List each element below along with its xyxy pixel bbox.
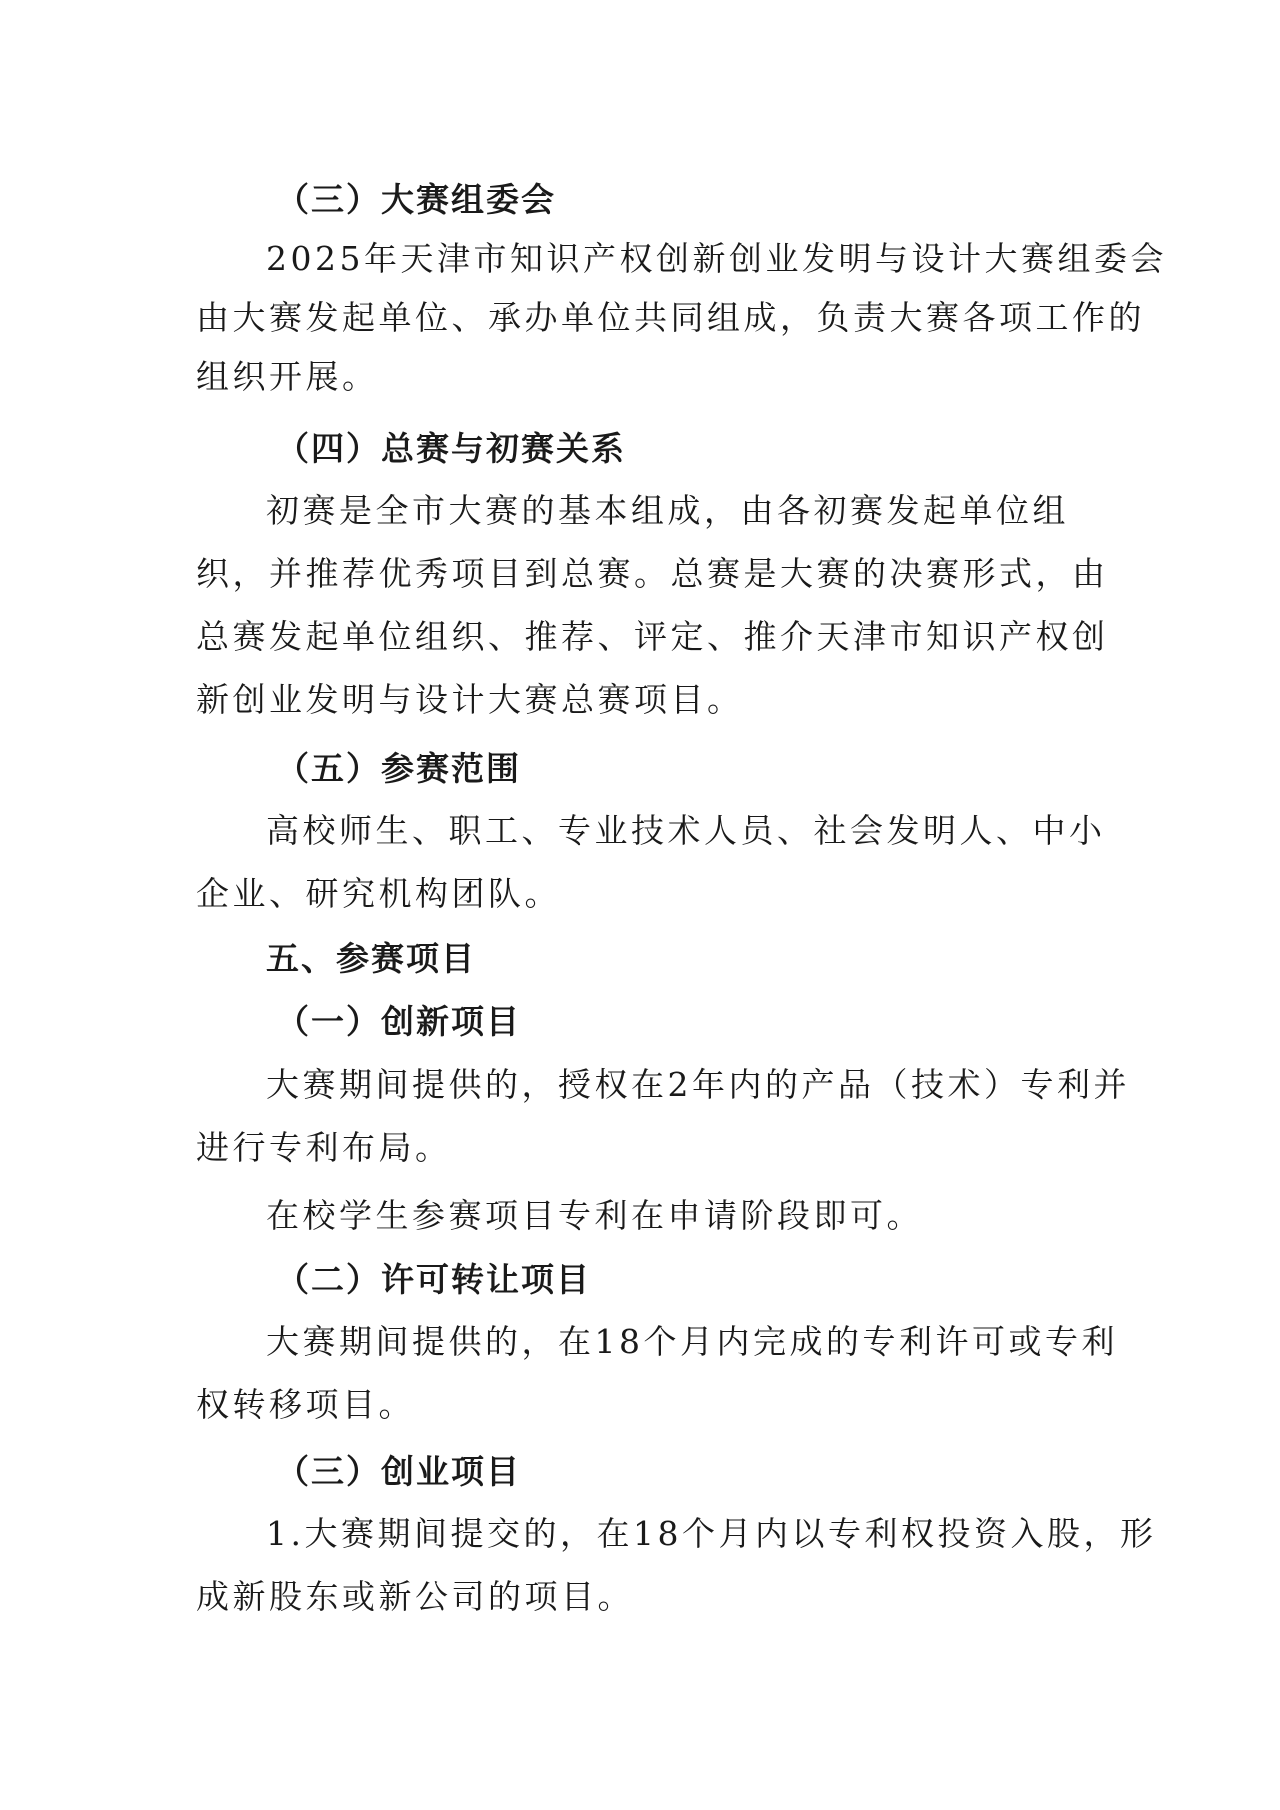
paragraph-line: 由大赛发起单位、承办单位共同组成，负责大赛各项工作的 xyxy=(196,298,1145,337)
paragraph-line: 在校学生参赛项目专利在申请阶段即可。 xyxy=(266,1196,923,1235)
subheading-innovation: （一）创新项目 xyxy=(276,1002,521,1041)
paragraph-line: 总赛发起单位组织、推荐、评定、推介天津市知识产权创 xyxy=(196,617,1109,656)
paragraph-line: 织，并推荐优秀项目到总赛。总赛是大赛的决赛形式，由 xyxy=(196,554,1109,593)
paragraph-line: 初赛是全市大赛的基本组成，由各初赛发起单位组 xyxy=(266,491,1069,530)
subheading-scope: （五）参赛范围 xyxy=(276,749,521,788)
subheading-entrepreneurship: （三）创业项目 xyxy=(276,1452,521,1491)
subheading-final-and-preliminary: （四）总赛与初赛关系 xyxy=(276,429,626,468)
paragraph-line: 成新股东或新公司的项目。 xyxy=(196,1577,634,1616)
paragraph-line: 1.大赛期间提交的，在18个月内以专利权投资入股，形 xyxy=(266,1514,1157,1553)
paragraph-line: 2025年天津市知识产权创新创业发明与设计大赛组委会 xyxy=(266,239,1167,278)
paragraph-line: 权转移项目。 xyxy=(196,1385,415,1424)
paragraph-line: 组织开展。 xyxy=(196,357,379,396)
subheading-licensing: （二）许可转让项目 xyxy=(276,1260,591,1299)
paragraph-line: 企业、研究机构团队。 xyxy=(196,874,561,913)
paragraph-line: 大赛期间提供的，在18个月内完成的专利许可或专利 xyxy=(266,1322,1118,1361)
paragraph-line: 新创业发明与设计大赛总赛项目。 xyxy=(196,680,744,719)
paragraph-line: 进行专利布局。 xyxy=(196,1128,452,1167)
subheading-organizing-committee: （三）大赛组委会 xyxy=(276,180,556,219)
paragraph-line: 大赛期间提供的，授权在2年内的产品（技术）专利并 xyxy=(266,1065,1130,1104)
paragraph-line: 高校师生、职工、专业技术人员、社会发明人、中小 xyxy=(266,811,1106,850)
section-heading-projects: 五、参赛项目 xyxy=(266,939,476,978)
